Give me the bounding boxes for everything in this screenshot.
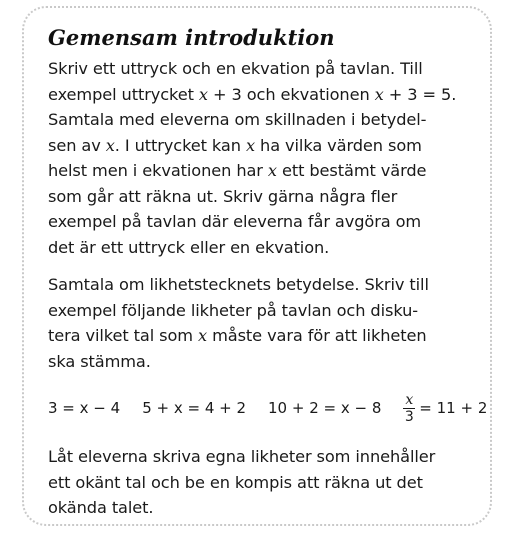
text-line: Samtala med eleverna om skillnaden i betydel- xyxy=(48,110,427,129)
text-line: som går att räkna ut. Skriv gärna några fler xyxy=(48,186,398,206)
text-line: ska stämma. xyxy=(48,351,151,371)
equation-4-rest: = 11 + 2 xyxy=(419,399,488,417)
math-variable: x xyxy=(198,84,208,104)
math-variable: x xyxy=(374,84,384,104)
text-line: det är ett uttryck eller en ekvation. xyxy=(48,237,330,257)
fraction-numerator: x xyxy=(405,391,414,408)
text-line: Samtala om likhetstecknets betydelse. Skriv till xyxy=(48,275,429,294)
math-variable: x xyxy=(105,135,115,155)
info-box xyxy=(22,6,492,526)
section-title: Gemensam introduktion xyxy=(48,25,335,50)
text-line: ett okänt tal och be en kompis att räkna ut det xyxy=(48,472,423,492)
equation-3: 10 + 2 = x − 8 xyxy=(268,399,382,417)
text-line: helst men i ekvationen har x ett bestämt värde xyxy=(48,161,427,180)
math-variable: x xyxy=(267,161,277,180)
math-variable: x xyxy=(245,135,255,155)
equation-2: 5 + x = 4 + 2 xyxy=(142,399,247,417)
text-line: Låt eleverna skriva egna likheter som innehåller xyxy=(48,447,436,466)
text-line: tera vilket tal som x måste vara för att likheten xyxy=(48,326,427,345)
equation-row xyxy=(48,386,488,430)
text-line: exempel på tavlan där eleverna får avgöra om xyxy=(48,212,422,231)
text-line: okända talet. xyxy=(48,498,154,517)
equation-4 xyxy=(403,392,487,425)
paragraph-intro xyxy=(48,56,474,260)
fraction-denominator: 3 xyxy=(404,408,414,425)
math-variable: x xyxy=(198,326,208,345)
text-line: exempel uttrycket x + 3 och ekvationen x + 3 = 5. xyxy=(48,84,457,104)
text-line: sen av x. I uttrycket kan x ha vilka värden som xyxy=(48,135,422,155)
paragraph-task xyxy=(48,444,474,521)
fraction xyxy=(403,392,415,425)
paragraph-equality xyxy=(48,272,474,374)
text-line: exempel följande likheter på tavlan och disku- xyxy=(48,300,419,320)
equation-1: 3 = x − 4 xyxy=(48,399,121,417)
text-line: Skriv ett uttryck och en ekvation på tavlan. Till xyxy=(48,59,423,78)
